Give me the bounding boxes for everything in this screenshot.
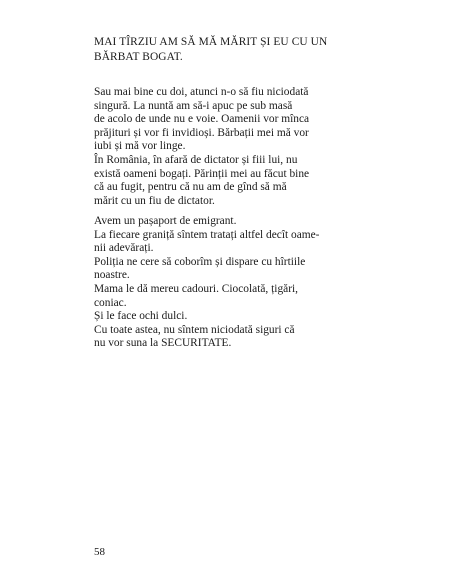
chapter-heading bbox=[94, 35, 374, 65]
text-line: noastre. bbox=[94, 269, 130, 282]
text-line: Avem un pașaport de emigrant. bbox=[94, 215, 237, 227]
text-line: Sau mai bine cu doi, atunci n-o să fiu niciodată bbox=[94, 86, 309, 98]
heading-line-1: MAI TÎRZIU AM SĂ MĂ MĂRIT ȘI EU CU UN bbox=[94, 36, 328, 48]
text-line: mărit cu un fiu de dictator. bbox=[94, 194, 215, 207]
text-line: Cu toate astea, nu sîntem niciodată siguri că bbox=[94, 323, 295, 336]
text-line: de acolo de unde nu e voie. Oamenii vor mînca bbox=[94, 113, 310, 126]
text-line: există oameni bogați. Părinții mei au făcut bine bbox=[94, 167, 310, 180]
text-line: Poliția ne cere să coborîm și dispare cu hîrtiile bbox=[94, 255, 306, 268]
text-line: iubi și mă vor linge. bbox=[94, 140, 186, 153]
paragraph-block-2 bbox=[94, 215, 394, 351]
text-line: prăjituri și vor fi invidioși. Bărbații mei mă vor bbox=[94, 126, 309, 139]
text-line: că au fugit, pentru că nu am de gînd să mă bbox=[94, 181, 287, 194]
text-line: coniac. bbox=[94, 296, 127, 309]
text-line: La fiecare graniță sîntem tratați altfel decît oame- bbox=[94, 228, 320, 241]
text-line: nu vor suna la SECURITATE. bbox=[94, 337, 232, 350]
page-number: 58 bbox=[94, 546, 105, 558]
text-line: Mama le dă mereu cadouri. Ciocolată, țigări, bbox=[94, 282, 299, 295]
text-line: nii adevărați. bbox=[94, 242, 154, 255]
text-line: În România, în afară de dictator și fiii lui, nu bbox=[94, 153, 298, 166]
paragraph-block-1 bbox=[94, 86, 394, 208]
text-line: singură. La nuntă am să-i apuc pe sub masă bbox=[94, 99, 293, 112]
text-line: Și le face ochi dulci. bbox=[94, 310, 188, 323]
heading-line-2: BĂRBAT BOGAT. bbox=[94, 51, 183, 63]
